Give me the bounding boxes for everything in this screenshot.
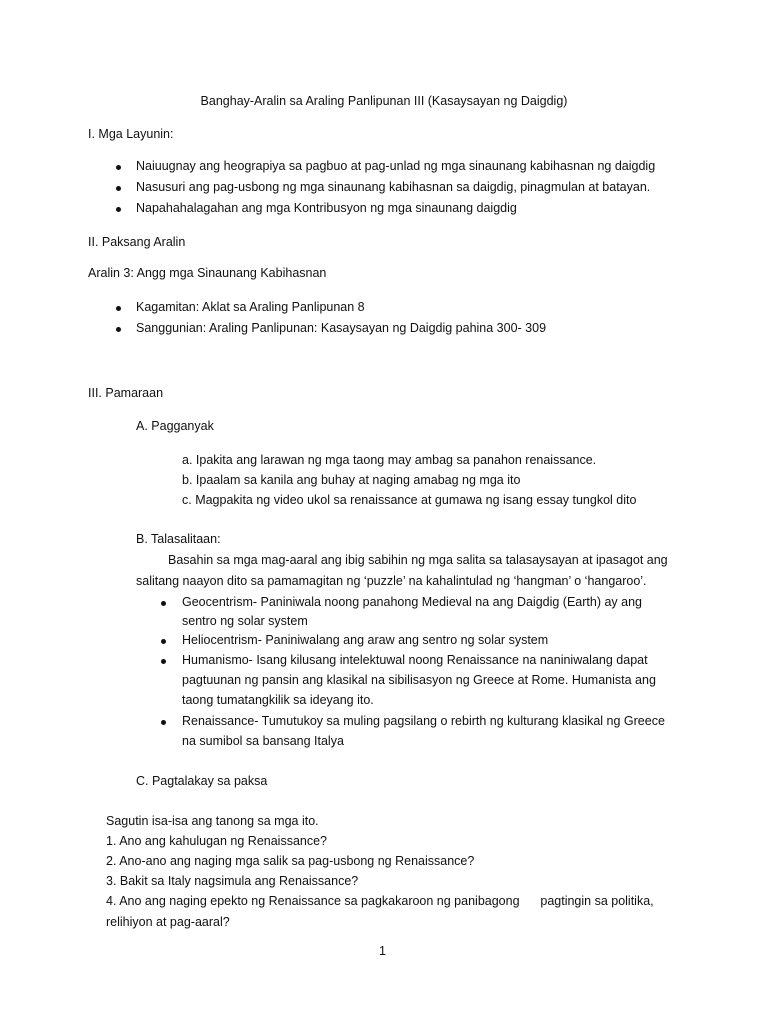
term-line: sentro ng solar system (182, 614, 308, 628)
paragraph-line: salitang naayon dito sa pamamagitan ng ‘puzzle’ na kahalintulad ng ‘hangman’ o ‘hangaroo’. (136, 574, 647, 588)
bullet-icon (116, 306, 121, 311)
subsection-heading-pagganyak: A. Pagganyak (136, 419, 214, 433)
term-line: Geocentrism- Paniniwala noong panahong Medieval na ang Daigdig (Earth) ay ang (182, 595, 643, 609)
subsection-heading-talasalitaan: B. Talasalitaan: (136, 532, 221, 546)
paragraph-line: Basahin sa mga mag-aaral ang ibig sabihin ng mga salita sa talasaysayan at ipasagot ang (168, 553, 668, 567)
list-item: Sanggunian: Araling Panlipunan: Kasaysayan ng Daigdig pahina 300- 309 (136, 321, 547, 335)
term-line: pagtuunan ng pansin ang klasikal na sibilisasyon ng Greece at Rome. Humanista ang (182, 673, 656, 687)
bullet-icon (116, 186, 121, 191)
question-item: 4. Ano ang naging epekto ng Renaissance sa pagkakaroon ng panibagong pagtingin sa politika, (106, 894, 654, 908)
list-item: Naiuugnay ang heograpiya sa pagbuo at pag-unlad ng mga sinaunang kabihasnan ng daigdig (136, 159, 656, 173)
lesson-title: Aralin 3: Angg mga Sinaunang Kabihasnan (88, 266, 327, 280)
question-item-continuation: relihiyon at pag-aaral? (106, 915, 230, 929)
list-item: a. Ipakita ang larawan ng mga taong may ambag sa panahon renaissance. (182, 453, 597, 467)
bullet-icon (116, 165, 121, 170)
term-line: Renaissance- Tumutukoy sa muling pagsilang o rebirth ng kulturang klasikal ng Greece (182, 714, 665, 728)
section-heading-paksang-aralin: II. Paksang Aralin (88, 235, 186, 249)
bullet-icon (116, 327, 121, 332)
bullet-icon (161, 639, 166, 644)
list-item: Kagamitan: Aklat sa Araling Panlipunan 8 (136, 300, 365, 314)
subsection-heading-pagtalakay: C. Pagtalakay sa paksa (136, 774, 268, 788)
bullet-icon (161, 659, 166, 664)
question-item: 1. Ano ang kahulugan ng Renaissance? (106, 834, 328, 848)
bullet-icon (161, 601, 166, 606)
section-heading-layunin: I. Mga Layunin: (88, 127, 174, 141)
term-line: Heliocentrism- Paniniwalang ang araw ang sentro ng solar system (182, 633, 549, 647)
question-item: 3. Bakit sa Italy nagsimula ang Renaissance? (106, 874, 359, 888)
bullet-icon (116, 207, 121, 212)
question-item: 2. Ano-ano ang naging mga salik sa pag-usbong ng Renaissance? (106, 854, 475, 868)
document-title: Banghay-Aralin sa Araling Panlipunan III (Kasaysayan ng Daigdig) (200, 94, 568, 108)
page-number: 1 (379, 944, 386, 958)
term-line: Humanismo- Isang kilusang intelektuwal noong Renaissance na naniniwalang dapat (182, 653, 648, 667)
list-item: Nasusuri ang pag-usbong ng mga sinaunang kabihasnan sa daigdig, pinagmulan at batayan. (136, 180, 651, 194)
list-item: b. Ipaalam sa kanila ang buhay at naging amabag ng mga ito (182, 473, 521, 487)
bullet-icon (161, 720, 166, 725)
term-line: na sumibol sa bansang Italya (182, 734, 344, 748)
list-item: c. Magpakita ng video ukol sa renaissance at gumawa ng isang essay tungkol dito (182, 493, 637, 507)
list-item: Napahahalagahan ang mga Kontribusyon ng mga sinaunang daigdig (136, 201, 517, 215)
section-heading-pamaraan: III. Pamaraan (88, 386, 164, 400)
questions-intro: Sagutin isa-isa ang tanong sa mga ito. (106, 814, 319, 828)
term-line: taong tumatangkilik sa ideyang ito. (182, 693, 374, 707)
